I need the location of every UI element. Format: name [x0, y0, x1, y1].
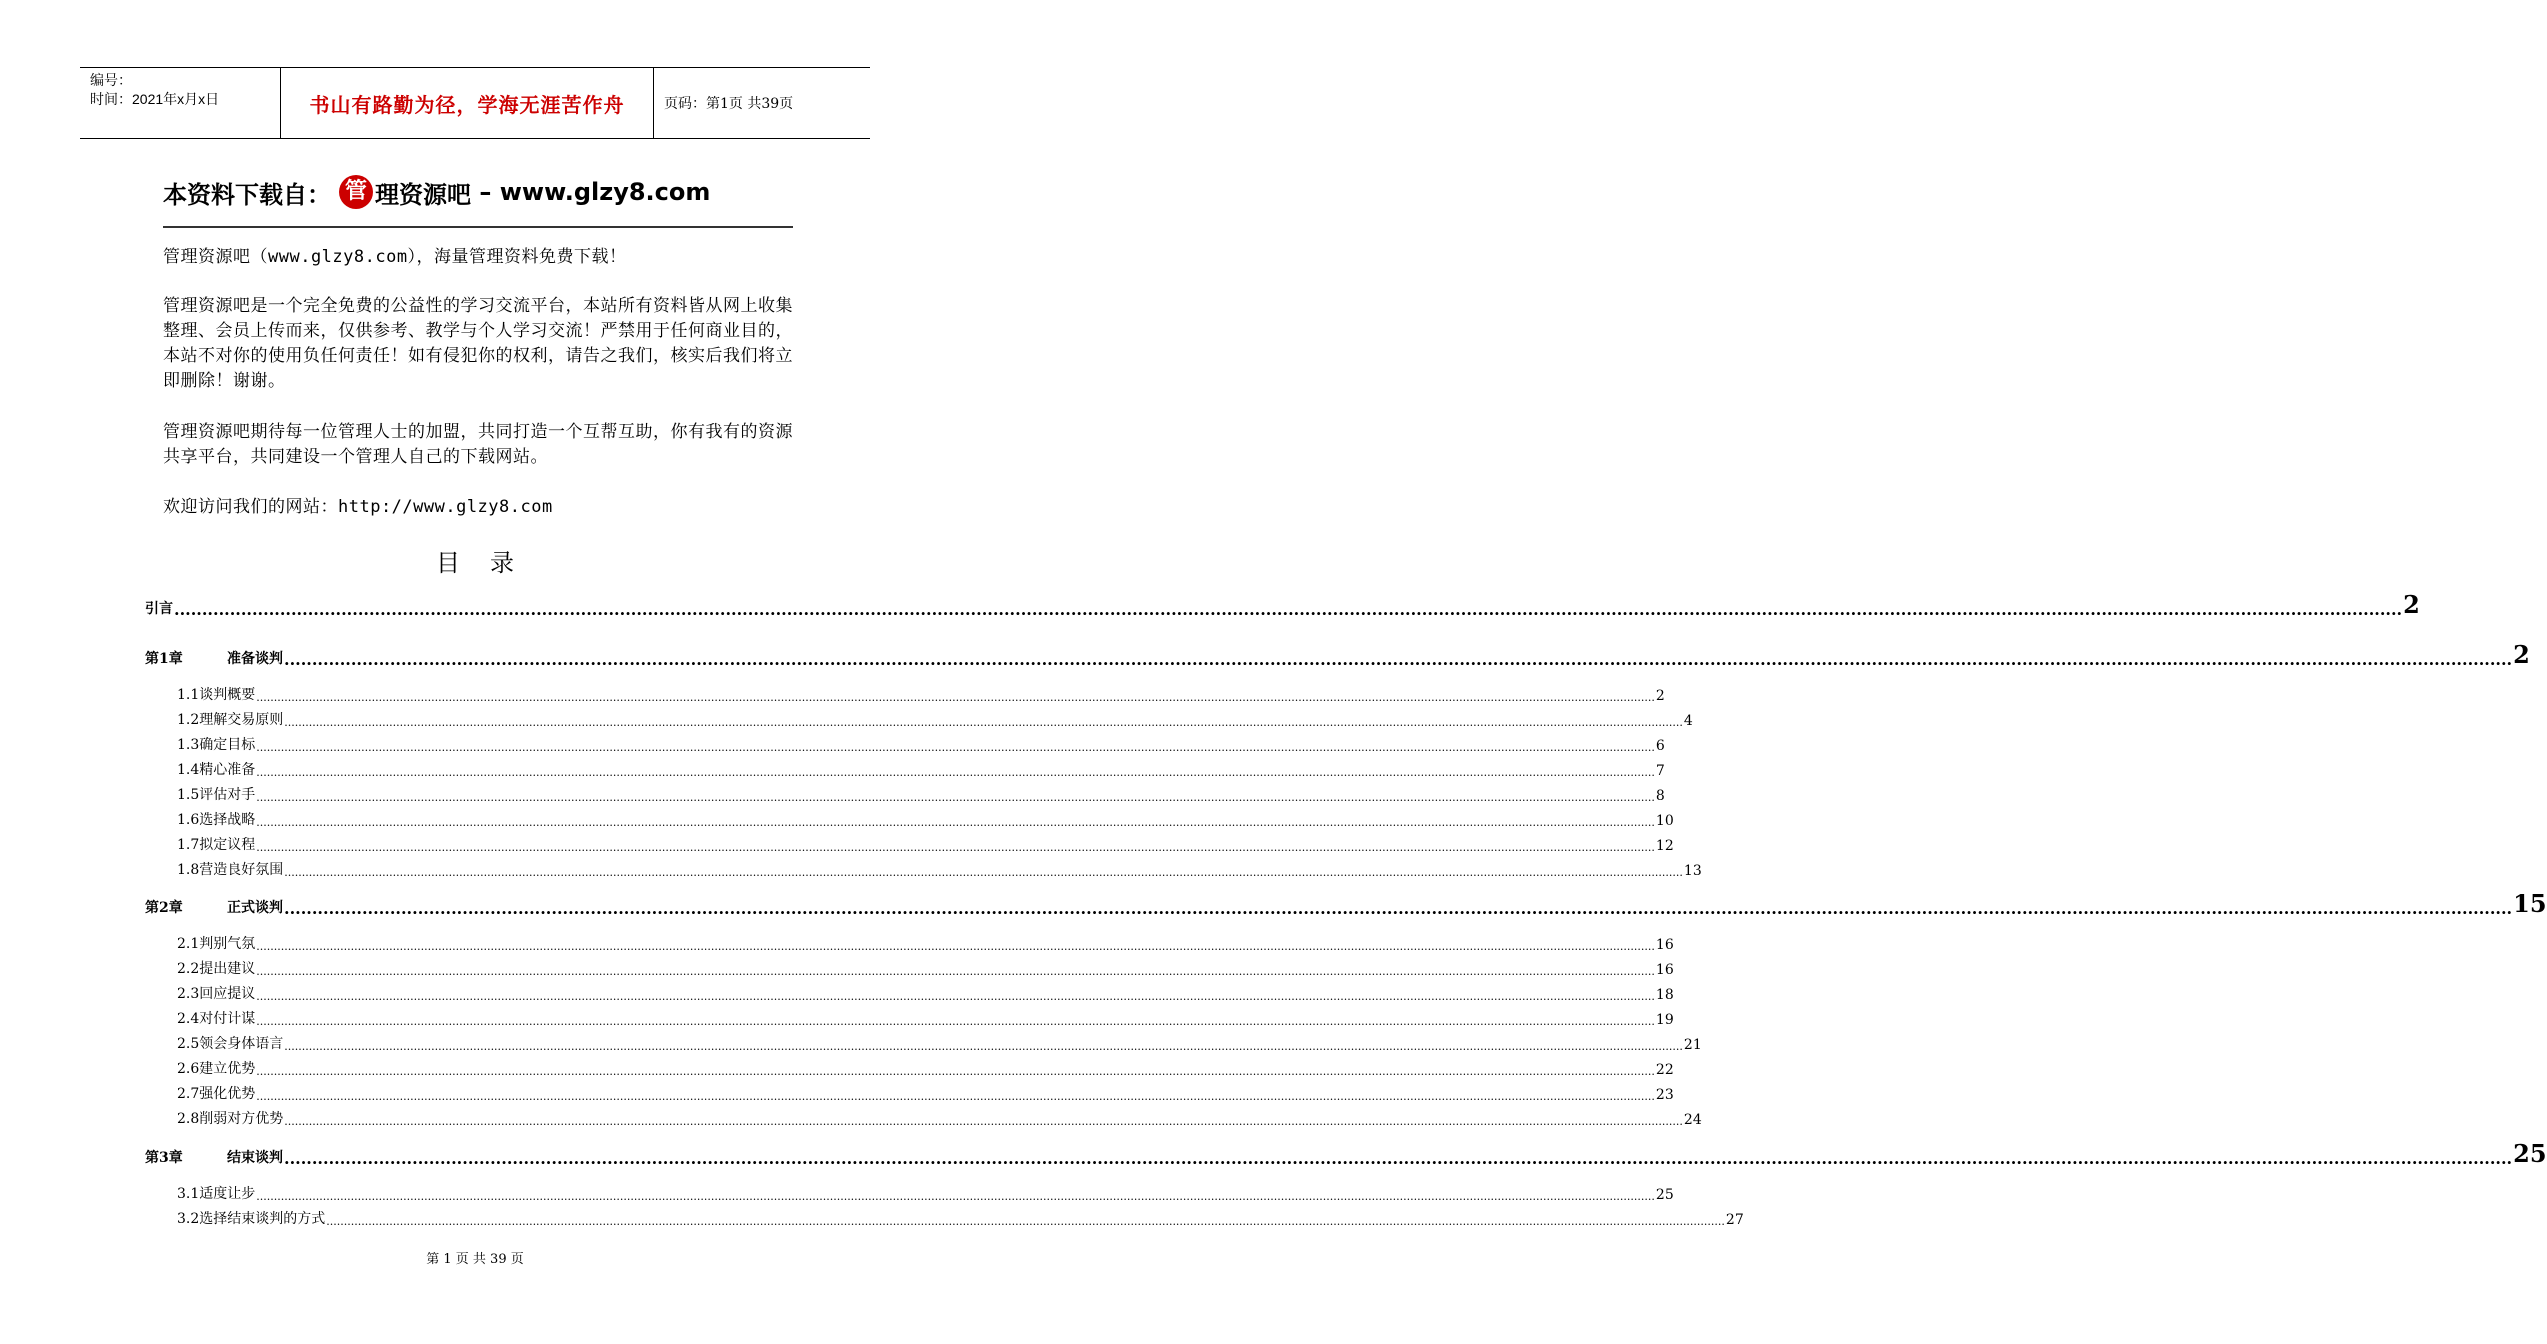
chapter-number: 第1章 [145, 651, 183, 667]
toc-section-page: 16 [1655, 937, 1674, 953]
toc-section-label: 2.6建立优势 [177, 1061, 256, 1077]
chapter-title: 结束谈判 [227, 1150, 283, 1166]
toc-section-label: 2.1判别气氛 [177, 936, 256, 952]
toc-section[interactable] [177, 933, 1674, 953]
toc-section-label: 2.8削弱对方优势 [177, 1111, 284, 1127]
toc-entry-page: 2 [2403, 590, 2420, 619]
header-page-info: 页码：第1页 共39页 [664, 96, 794, 112]
toc-section-page: 18 [1655, 987, 1674, 1003]
banner-url[interactable]: www.glzy8.com [499, 178, 711, 206]
toc-section-label: 1.8营造良好氛围 [177, 862, 284, 878]
toc-leader-dots: ................................................................................................................................................................................................................................................................................................................................................................................................................ [326, 1215, 1725, 1228]
chapter-number: 第3章 [145, 1150, 183, 1166]
toc-leader-dots: ................................................................................................................................................................................................................................................................................................................................................................................................................ [284, 866, 1683, 879]
toc-section-label: 1.7拟定议程 [177, 837, 256, 853]
toc-leader-dots: ................................................................................................................................................................................................................................................................................................................................................................................................................ [256, 691, 1655, 704]
toc-section-page: 7 [1655, 763, 1665, 779]
download-banner [163, 170, 793, 228]
toc-section-page: 2 [1655, 688, 1665, 704]
toc-leader-dots: ................................................................................................................................................................................................................................................................................................................................................................................................................ [256, 1190, 1655, 1203]
toc-section[interactable] [177, 859, 1702, 879]
site-logo-icon: 管 [339, 175, 373, 209]
toc-section-page: 25 [1655, 1187, 1674, 1203]
toc-section-page: 4 [1683, 713, 1693, 729]
toc-leader-dots: ................................................................................................................................................................................................................................................................................................................................................................................................................ [284, 899, 2513, 918]
toc-leader-dots: ................................................................................................................................................................................................................................................................................................................................................................................................................ [284, 1040, 1683, 1053]
toc-entry-label: 引言 [145, 601, 173, 617]
toc-leader-dots: ................................................................................................................................................................................................................................................................................................................................................................................................................ [256, 816, 1655, 829]
toc-section[interactable] [177, 784, 1665, 804]
toc-entry-intro[interactable] [145, 590, 2420, 619]
toc-entry-page: 15 [2513, 889, 2547, 918]
toc-leader-dots: ................................................................................................................................................................................................................................................................................................................................................................................................................ [284, 716, 1683, 729]
banner-prefix: 本资料下载自： [163, 180, 331, 209]
toc-leader-dots: ................................................................................................................................................................................................................................................................................................................................................................................................................ [256, 766, 1655, 779]
page-footer: 第 1 页 共 39 页 [426, 1252, 524, 1267]
toc-entry-page: 25 [2513, 1139, 2547, 1168]
toc-leader-dots: ................................................................................................................................................................................................................................................................................................................................................................................................................ [256, 990, 1655, 1003]
toc-section-label: 2.2提出建议 [177, 961, 256, 977]
toc-section-page: 13 [1683, 863, 1702, 879]
toc-leader-dots: ................................................................................................................................................................................................................................................................................................................................................................................................................ [256, 1090, 1655, 1103]
toc-leader-dots: ................................................................................................................................................................................................................................................................................................................................................................................................................ [256, 741, 1655, 754]
toc-chapter-3[interactable] [145, 1139, 2547, 1168]
toc-section-label: 2.7强化优势 [177, 1086, 256, 1102]
toc-entry-page: 2 [2513, 640, 2530, 669]
toc-leader-dots: ................................................................................................................................................................................................................................................................................................................................................................................................................ [174, 600, 2403, 619]
toc-leader-dots: ................................................................................................................................................................................................................................................................................................................................................................................................................ [256, 841, 1655, 854]
page-header [80, 67, 870, 139]
toc-section-page: 27 [1725, 1212, 1744, 1228]
toc-section-label: 3.1适度让步 [177, 1186, 256, 1202]
toc-section-page: 16 [1655, 962, 1674, 978]
toc-section[interactable] [177, 834, 1674, 854]
toc-section-page: 21 [1683, 1037, 1702, 1053]
toc-section-page: 12 [1655, 838, 1674, 854]
toc-section[interactable] [177, 983, 1674, 1003]
toc-section[interactable] [177, 1058, 1674, 1078]
intro-paragraph-4: 欢迎访问我们的网站：http://www.glzy8.com [163, 497, 553, 517]
toc-chapter-2[interactable] [145, 889, 2547, 918]
intro-paragraph-1: 管理资源吧（www.glzy8.com），海量管理资料免费下载！ [163, 247, 627, 267]
toc-section[interactable] [177, 759, 1665, 779]
banner-site-name: 理资源吧 [375, 180, 471, 209]
toc-section-label: 1.6选择战略 [177, 812, 256, 828]
toc-section-label: 1.5评估对手 [177, 787, 256, 803]
toc-section-label: 3.2选择结束谈判的方式 [177, 1211, 326, 1227]
number-label: 编号： [90, 72, 132, 88]
toc-section[interactable] [177, 684, 1665, 704]
toc-section-page: 24 [1683, 1112, 1702, 1128]
toc-section[interactable] [177, 734, 1665, 754]
chapter-title: 准备谈判 [227, 651, 283, 667]
toc-section-label: 1.3确定目标 [177, 737, 256, 753]
toc-section-label: 1.2理解交易原则 [177, 712, 284, 728]
toc-section-label: 2.5领会身体语言 [177, 1036, 284, 1052]
toc-section-label: 1.4精心准备 [177, 762, 256, 778]
time-label: 时间：2021年x月x日 [90, 91, 220, 107]
toc-section-page: 23 [1655, 1087, 1674, 1103]
intro-paragraph-3: 管理资源吧期待每一位管理人士的加盟，共同打造一个互帮互助，你有我有的资源共享平台，共同建设一个管理人自己的下载网站。 [163, 422, 793, 467]
intro-paragraph-2: 管理资源吧是一个完全免费的公益性的学习交流平台，本站所有资料皆从网上收集整理、会员上传而来，仅供参考、教学与个人学习交流！严禁用于任何商业目的，本站不对你的使用负任何责任！如有侵犯你的权利，请告之我们，核实后我们将立即删除！谢谢。 [163, 296, 793, 391]
toc-section[interactable] [177, 1083, 1674, 1103]
toc-leader-dots: ................................................................................................................................................................................................................................................................................................................................................................................................................ [284, 650, 2513, 669]
toc-section-label: 2.4对付计谋 [177, 1011, 256, 1027]
toc-leader-dots: ................................................................................................................................................................................................................................................................................................................................................................................................................ [256, 965, 1655, 978]
toc-section[interactable] [177, 1208, 1744, 1228]
header-meta [80, 68, 281, 138]
toc-section[interactable] [177, 958, 1674, 978]
toc-section-label: 2.3回应提议 [177, 986, 256, 1002]
toc-section-page: 6 [1655, 738, 1665, 754]
toc-leader-dots: ................................................................................................................................................................................................................................................................................................................................................................................................................ [284, 1115, 1683, 1128]
toc-leader-dots: ................................................................................................................................................................................................................................................................................................................................................................................................................ [284, 1149, 2513, 1168]
chapter-title: 正式谈判 [227, 900, 283, 916]
toc-section[interactable] [177, 1033, 1702, 1053]
chapter-number: 第2章 [145, 900, 183, 916]
toc-leader-dots: ................................................................................................................................................................................................................................................................................................................................................................................................................ [256, 940, 1655, 953]
banner-divider [163, 226, 793, 228]
toc-section-page: 8 [1655, 788, 1665, 804]
toc-leader-dots: ................................................................................................................................................................................................................................................................................................................................................................................................................ [256, 1015, 1655, 1028]
toc-leader-dots: ................................................................................................................................................................................................................................................................................................................................................................................................................ [256, 1065, 1655, 1078]
toc-section[interactable] [177, 709, 1693, 729]
toc-section[interactable] [177, 1183, 1674, 1203]
toc-section-page: 22 [1655, 1062, 1674, 1078]
toc-chapter-1[interactable] [145, 640, 2530, 669]
banner-dash: – [471, 178, 500, 206]
toc-section[interactable] [177, 1008, 1674, 1028]
toc-title: 目录 [436, 549, 544, 577]
toc-section[interactable] [177, 1108, 1702, 1128]
toc-section-label: 1.1谈判概要 [177, 687, 256, 703]
header-motto: 书山有路勤为径，学海无涯苦作舟 [281, 68, 654, 138]
toc-section-page: 19 [1655, 1012, 1674, 1028]
toc-section[interactable] [177, 809, 1674, 829]
toc-leader-dots: ................................................................................................................................................................................................................................................................................................................................................................................................................ [256, 791, 1655, 804]
toc-section-page: 10 [1655, 813, 1674, 829]
